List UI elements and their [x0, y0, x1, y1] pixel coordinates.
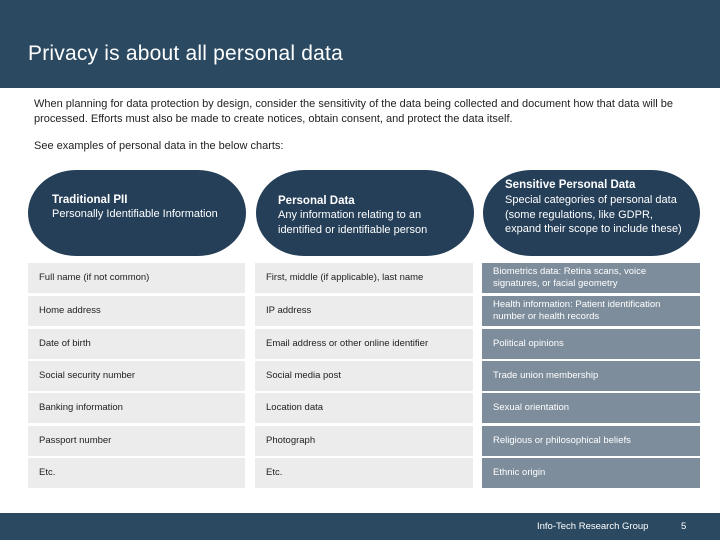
list-item: Etc. — [255, 458, 473, 488]
category-title: Personal Data — [278, 195, 355, 207]
list-item: Date of birth — [28, 329, 245, 359]
list-item: Political opinions — [482, 329, 700, 359]
category-description: Any information relating to an identified or identifiable person — [278, 209, 428, 236]
intro-paragraph: When planning for data protection by design, consider the sensitivity of the data being collected and document how that data will be processed. Efforts must also be made to create notices, obtain consent, and protect the data itself. — [34, 98, 674, 125]
list-item: Full name (if not common) — [28, 263, 245, 293]
list-item: Biometrics data: Retina scans, voice signatures, or facial geometry — [482, 263, 700, 293]
category-sensitive-personal-data — [483, 170, 700, 256]
category-personal-data — [256, 170, 474, 256]
list-item: Social media post — [255, 361, 473, 391]
list-item: Sexual orientation — [482, 393, 700, 423]
list-item: Location data — [255, 393, 473, 423]
intro-charts-note: See examples of personal data in the below charts: — [34, 140, 284, 152]
page-number: 5 — [681, 521, 687, 532]
list-item: Home address — [28, 296, 245, 326]
category-traditional-pii — [28, 170, 246, 256]
list-item: Etc. — [28, 458, 245, 488]
list-item: Social security number — [28, 361, 245, 391]
footer-organization: Info-Tech Research Group — [537, 521, 649, 532]
list-item: Passport number — [28, 426, 245, 456]
category-description: Special categories of personal data (some regulations, like GDPR, expand their scope to include these) — [505, 194, 682, 235]
slide-title: Privacy is about all personal data — [28, 42, 343, 65]
list-item: IP address — [255, 296, 473, 326]
category-title: Traditional PII — [52, 194, 128, 206]
list-item: Photograph — [255, 426, 473, 456]
footer-bar — [0, 513, 720, 540]
list-item: Banking information — [28, 393, 245, 423]
list-item: Email address or other online identifier — [255, 329, 473, 359]
list-item: Religious or philosophical beliefs — [482, 426, 700, 456]
list-item: Trade union membership — [482, 361, 700, 391]
list-item: First, middle (if applicable), last name — [255, 263, 473, 293]
header-bar — [0, 0, 720, 88]
category-title: Sensitive Personal Data — [505, 179, 636, 191]
list-item: Health information: Patient identification number or health records — [482, 296, 700, 326]
list-item: Ethnic origin — [482, 458, 700, 488]
category-description: Personally Identifiable Information — [52, 208, 218, 220]
